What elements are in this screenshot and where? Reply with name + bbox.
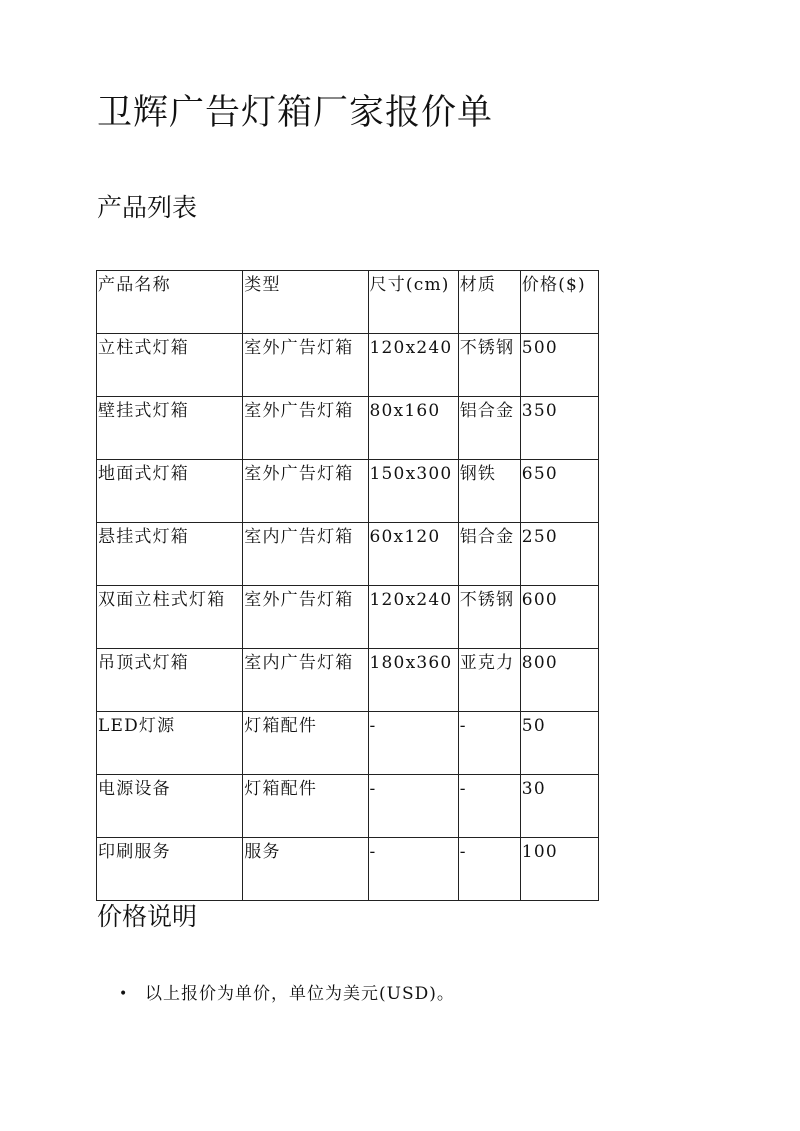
cell-size: - — [368, 712, 458, 775]
cell-size: 120x240 — [368, 334, 458, 397]
cell-type: 室外广告灯箱 — [243, 460, 368, 523]
products-section-heading: 产品列表 — [97, 193, 198, 222]
pricing-note-text: 以上报价为单价，单位为美元(USD)。 — [145, 984, 455, 1004]
cell-material: 铝合金 — [458, 523, 520, 586]
header-product-name: 产品名称 — [97, 271, 243, 334]
cell-price: 50 — [520, 712, 598, 775]
cell-size: 80x160 — [368, 397, 458, 460]
cell-material: 亚克力 — [458, 649, 520, 712]
cell-material: 不锈钢 — [458, 334, 520, 397]
cell-product-name: 悬挂式灯箱 — [97, 523, 243, 586]
pricing-notes-list — [0, 980, 455, 1008]
cell-type: 服务 — [243, 838, 368, 901]
table-row — [97, 334, 599, 397]
table-row — [97, 460, 599, 523]
header-price: 价格($) — [520, 271, 598, 334]
cell-price: 600 — [520, 586, 598, 649]
table-row — [97, 775, 599, 838]
cell-product-name: 双面立柱式灯箱 — [97, 586, 243, 649]
cell-price: 30 — [520, 775, 598, 838]
cell-type: 室内广告灯箱 — [243, 523, 368, 586]
table-row — [97, 649, 599, 712]
cell-material: - — [458, 712, 520, 775]
price-table — [96, 270, 599, 901]
cell-price: 800 — [520, 649, 598, 712]
cell-material: 铝合金 — [458, 397, 520, 460]
header-size: 尺寸(cm) — [368, 271, 458, 334]
table-row — [97, 523, 599, 586]
table-row — [97, 838, 599, 901]
cell-product-name: 吊顶式灯箱 — [97, 649, 243, 712]
cell-size: 180x360 — [368, 649, 458, 712]
cell-type: 室外广告灯箱 — [243, 586, 368, 649]
table-row — [97, 586, 599, 649]
cell-material: - — [458, 775, 520, 838]
cell-material: 钢铁 — [458, 460, 520, 523]
bullet-icon: • — [119, 986, 129, 1002]
cell-price: 350 — [520, 397, 598, 460]
cell-type: 灯箱配件 — [243, 712, 368, 775]
cell-product-name: 印刷服务 — [97, 838, 243, 901]
table-header-row — [97, 271, 599, 334]
cell-product-name: 立柱式灯箱 — [97, 334, 243, 397]
cell-size: - — [368, 838, 458, 901]
cell-price: 250 — [520, 523, 598, 586]
cell-type: 室外广告灯箱 — [243, 397, 368, 460]
cell-size: - — [368, 775, 458, 838]
cell-material: - — [458, 838, 520, 901]
cell-size: 120x240 — [368, 586, 458, 649]
page-title: 卫辉广告灯箱厂家报价单 — [97, 93, 494, 133]
cell-type: 室外广告灯箱 — [243, 334, 368, 397]
cell-product-name: 地面式灯箱 — [97, 460, 243, 523]
cell-product-name: 电源设备 — [97, 775, 243, 838]
cell-product-name: 壁挂式灯箱 — [97, 397, 243, 460]
list-item — [0, 980, 455, 1008]
cell-product-name: LED灯源 — [97, 712, 243, 775]
cell-material: 不锈钢 — [458, 586, 520, 649]
pricing-section-heading: 价格说明 — [97, 902, 198, 931]
header-material: 材质 — [458, 271, 520, 334]
table-row — [97, 397, 599, 460]
cell-price: 100 — [520, 838, 598, 901]
table-row — [97, 712, 599, 775]
cell-size: 60x120 — [368, 523, 458, 586]
cell-type: 室内广告灯箱 — [243, 649, 368, 712]
cell-price: 500 — [520, 334, 598, 397]
cell-price: 650 — [520, 460, 598, 523]
cell-size: 150x300 — [368, 460, 458, 523]
header-type: 类型 — [243, 271, 368, 334]
cell-type: 灯箱配件 — [243, 775, 368, 838]
